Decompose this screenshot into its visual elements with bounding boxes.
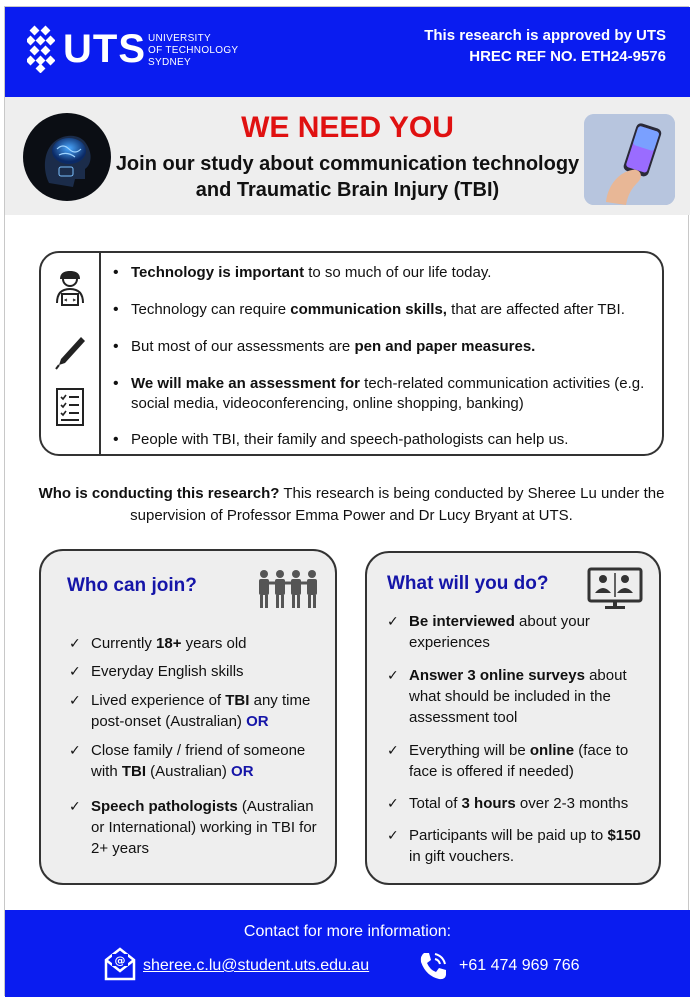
subheadline: Join our study about communication technology and Traumatic Brain Injury (TBI) [115, 153, 580, 201]
conducting-statement: Who is conducting this research? This research is being conducted by Sheree Lu under the supervision of Professor Emma Power and Dr Lucy Bryant at UTS. [38, 485, 665, 524]
activities-list [385, 611, 655, 867]
checklist-icon [53, 387, 87, 427]
list-item: • Technology can require communication skills, that are affected after TBI. [111, 300, 659, 320]
eligibility-list [67, 633, 329, 859]
list-item: • But most of our assessments are pen and paper measures. [111, 337, 659, 357]
list-item: ✓ Be interviewed about your experiences [385, 611, 655, 653]
approval-notice: This research is approved by UTS HREC REF NO. ETH24-9576 [424, 27, 666, 65]
list-item: ✓ Everything will be online (face to face is offered if needed) [385, 740, 655, 782]
list-item: ✓ Currently 18+ years old [67, 633, 329, 654]
phone-image [584, 114, 675, 205]
videoconference-icon [587, 567, 643, 609]
email-link[interactable]: sheree.c.lu@student.uts.edu.au [143, 957, 370, 974]
list-item: ✓ Answer 3 online surveys about what should be included in the assessment tool [385, 665, 655, 728]
list-item: ✓ Total of 3 hours over 2-3 months [385, 793, 655, 814]
list-item: ✓ Speech pathologists (Australian or International) working in TBI for 2+ years [67, 796, 329, 859]
phone-icon [417, 950, 449, 982]
what-will-you-do-panel [365, 551, 661, 885]
info-divider [99, 253, 101, 454]
phone-number[interactable]: +61 474 969 766 [459, 957, 580, 974]
flyer-page [4, 6, 689, 996]
logo-subtitle: UNIVERSITY OF TECHNOLOGY SYDNEY [148, 33, 239, 68]
list-item: ✓ Participants will be paid up to $150 in gift vouchers. [385, 825, 655, 867]
list-item: ✓ Lived experience of TBI any time post-onset (Australian) OR [67, 690, 329, 732]
svg-text:@: @ [114, 954, 126, 967]
who-can-join-panel [39, 549, 337, 885]
people-group-icon [255, 569, 321, 609]
uts-logo-icon [27, 25, 55, 73]
list-item: • People with TBI, their family and speech-pathologists can help us. [111, 430, 659, 450]
pen-icon [53, 331, 87, 371]
info-list [111, 263, 659, 450]
header-bar [5, 7, 690, 97]
headline-banner [5, 97, 690, 215]
what-will-you-do-title: What will you do? [387, 573, 549, 594]
email-icon [103, 946, 137, 982]
person-laptop-icon [53, 269, 87, 309]
headline: WE NEED YOU [241, 111, 454, 144]
contact-footer [5, 910, 690, 997]
list-item: ✓ Close family / friend of someone with TBI (Australian) OR [67, 740, 329, 782]
list-item: • We will make an assessment for tech-related communication activities (e.g. social media, videoconferencing, online shopping, banking) [111, 374, 659, 414]
contact-label: Contact for more information: [243, 923, 452, 940]
list-item: ✓ Everyday English skills [67, 661, 329, 682]
info-box [39, 251, 664, 456]
logo-wordmark: UTS [63, 27, 146, 71]
list-item: • Technology is important to so much of our life today. [111, 263, 659, 283]
who-can-join-title: Who can join? [67, 575, 197, 596]
